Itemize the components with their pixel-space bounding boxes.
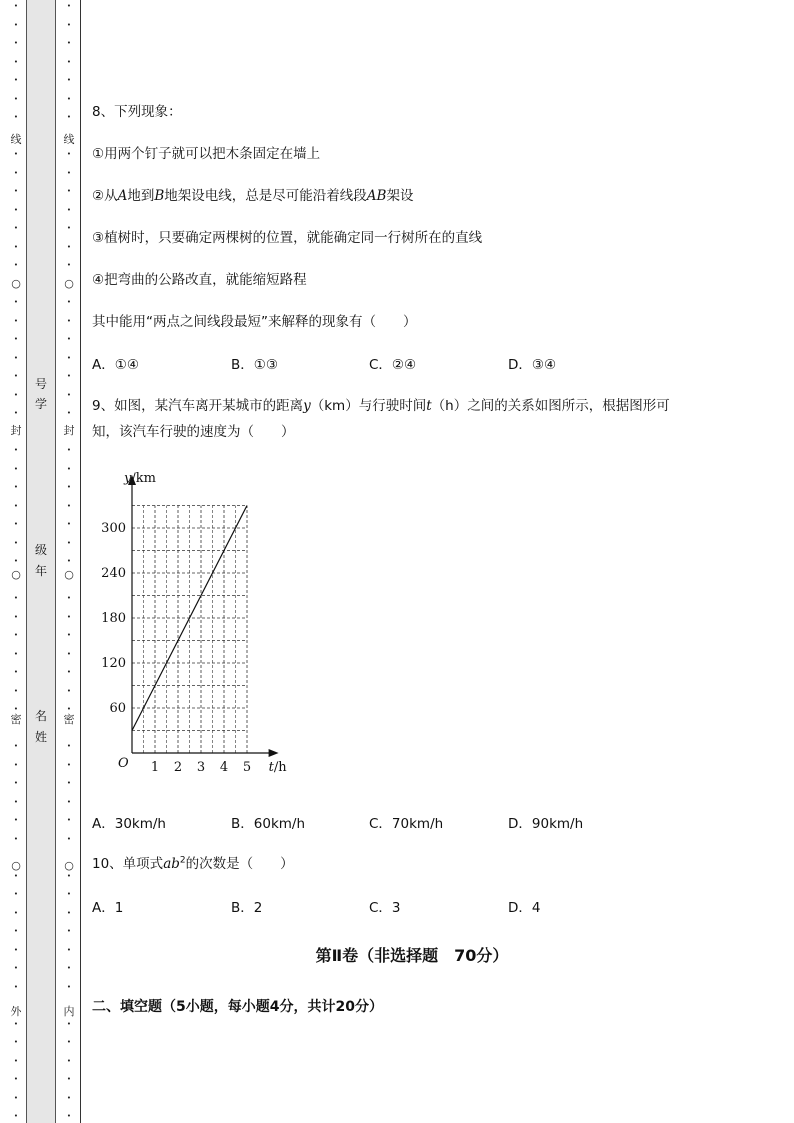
- student-info-band: [26, 0, 56, 1123]
- y-tick-label: 180: [101, 611, 126, 626]
- q9-stem: [92, 394, 670, 414]
- left-margin-dot: •: [13, 1075, 19, 1083]
- left-margin-dot: •: [13, 871, 19, 880]
- left-margin-dot: •: [13, 57, 19, 66]
- right-margin-dot: •: [66, 668, 72, 676]
- q10-exp: 2: [179, 855, 186, 866]
- right-margin-dot: •: [66, 760, 72, 769]
- right-margin-dot: •: [66, 261, 72, 269]
- q8-item2-pre: ②从: [92, 188, 118, 204]
- right-margin-dot: •: [66, 390, 72, 399]
- right-margin-dot: •: [66, 1093, 72, 1102]
- right-margin-dot: •: [66, 1019, 72, 1028]
- left-margin-dot: •: [13, 594, 19, 602]
- right-margin-dot: •: [66, 871, 72, 880]
- x-tick-label: 2: [173, 760, 183, 775]
- left-margin-dot: •: [13, 927, 19, 935]
- left-margin-dot: •: [13, 316, 19, 325]
- q9-option-d: D．90km/h: [508, 816, 584, 832]
- left-margin-dot: •: [13, 20, 19, 29]
- q8-item4: ④把弯曲的公路改直，就能缩短路程: [92, 272, 307, 288]
- left-margin-dot: •: [13, 668, 19, 676]
- right-margin-dot: •: [66, 353, 72, 362]
- right-margin-dot: •: [66, 335, 72, 343]
- x-axis-arrow: [269, 749, 279, 757]
- left-margin-dot: •: [13, 353, 19, 362]
- left-margin-dot: •: [13, 612, 19, 621]
- left-margin-dot: •: [13, 1038, 19, 1046]
- right-margin-mark: 封: [63, 424, 75, 437]
- right-margin-dot: •: [66, 520, 72, 528]
- left-margin-dot: •: [13, 94, 19, 103]
- q9-stem-line2: 知，该汽车行驶的速度为（ ）: [92, 424, 295, 440]
- right-margin-dot: •: [66, 57, 72, 66]
- left-margin-dot: •: [13, 1019, 19, 1028]
- right-margin-mark: ○: [64, 859, 74, 872]
- left-margin-dot: •: [13, 298, 19, 306]
- right-margin-mark: 内: [63, 1005, 75, 1018]
- left-margin-dot: •: [13, 908, 19, 917]
- right-margin-dot: •: [66, 557, 72, 565]
- band-label-ji: 级: [34, 543, 47, 557]
- left-margin-dot: •: [13, 945, 19, 954]
- q10-option-a: A．1: [92, 900, 124, 916]
- q8-item2-mid: 地到: [127, 188, 155, 204]
- right-margin-dot: •: [66, 927, 72, 935]
- left-margin-dot: •: [13, 187, 19, 195]
- q8-item3: ③植树时，只要确定两棵树的位置，就能确定同一行树所在的直线: [92, 230, 483, 246]
- right-margin-dot: •: [66, 242, 72, 251]
- left-margin-dot: •: [13, 520, 19, 528]
- q8-question: 其中能用“两点之间线段最短”来解释的现象有（ ）: [92, 314, 417, 330]
- right-margin-dot: •: [66, 316, 72, 325]
- left-margin-dot: •: [13, 760, 19, 769]
- q8-item1: ①用两个钉子就可以把木条固定在墙上: [92, 146, 321, 162]
- y-tick-label: 300: [101, 521, 126, 536]
- left-margin-dot: •: [13, 797, 19, 806]
- left-margin-dot: •: [13, 224, 19, 232]
- x-tick-label: 3: [196, 760, 206, 775]
- x-axis-label: t/h: [268, 760, 287, 775]
- right-margin-dot: •: [66, 2, 72, 10]
- part2-title: 第Ⅱ卷（非选择题 70分）: [315, 946, 509, 965]
- left-margin-dot: •: [13, 483, 19, 491]
- left-margin-dot: •: [13, 1056, 19, 1065]
- left-margin-dot: •: [13, 705, 19, 713]
- left-margin-dot: •: [13, 205, 19, 214]
- right-margin-dot: •: [66, 205, 72, 214]
- right-margin-dot: •: [66, 649, 72, 658]
- right-margin-dot: •: [66, 612, 72, 621]
- right-margin-mark: 密: [63, 713, 75, 726]
- right-margin-dot: •: [66, 797, 72, 806]
- q9-option-c: C．70km/h: [369, 816, 444, 832]
- right-margin-dot: •: [66, 964, 72, 972]
- left-margin-dot: •: [13, 1093, 19, 1102]
- right-margin-dot: •: [66, 594, 72, 602]
- left-margin-mark: 密: [10, 713, 22, 726]
- right-margin-mark: ○: [64, 568, 74, 581]
- right-margin-dot: •: [66, 39, 72, 47]
- q9-var-y: y: [303, 398, 311, 414]
- right-margin-dot: •: [66, 1056, 72, 1065]
- q10-stem-post: 的次数是（ ）: [185, 856, 294, 872]
- q9-stem-pre: 9、如图，某汽车离开某城市的距离: [92, 398, 304, 414]
- q9-option-b: B．60km/h: [231, 816, 306, 832]
- left-margin-mark: ○: [11, 568, 21, 581]
- right-margin-dot: •: [66, 501, 72, 510]
- left-margin-dot: •: [13, 150, 19, 158]
- left-margin-dot: •: [13, 834, 19, 843]
- origin-label: O: [118, 756, 129, 771]
- q9-chart: [100, 465, 300, 785]
- right-margin-dot: •: [66, 890, 72, 898]
- q8-option-b: B．①③: [231, 357, 278, 373]
- q10-stem: [92, 852, 294, 872]
- left-margin-mark: ○: [11, 277, 21, 290]
- left-margin-dot: •: [13, 113, 19, 121]
- right-margin-dot: •: [66, 464, 72, 473]
- left-margin-dot: •: [13, 557, 19, 565]
- left-margin-dot: •: [13, 1112, 19, 1120]
- y-tick-label: 120: [101, 656, 126, 671]
- right-margin-dot: •: [66, 20, 72, 29]
- left-margin-dot: •: [13, 372, 19, 380]
- y-tick-label: 60: [109, 701, 126, 716]
- left-margin-dot: •: [13, 390, 19, 399]
- right-margin-dot: •: [66, 631, 72, 639]
- section-fill-blank: 二、填空题（5小题，每小题4分，共计20分）: [92, 999, 383, 1015]
- q8-item2: [92, 184, 413, 204]
- q10-stem-pre: 10、单项式: [92, 856, 164, 872]
- x-tick-label: 1: [150, 760, 160, 775]
- left-margin-dot: •: [13, 464, 19, 473]
- right-margin-dot: •: [66, 168, 72, 177]
- band-label-ming: 名: [34, 709, 47, 723]
- left-margin-dot: •: [13, 2, 19, 10]
- q8-item2-post: 架设: [386, 188, 414, 204]
- left-margin-dot: •: [13, 446, 19, 454]
- left-margin-dot: •: [13, 501, 19, 510]
- q9-var-t: t: [426, 398, 432, 414]
- q10-expr: ab: [163, 856, 180, 872]
- band-label-xing: 姓: [34, 730, 47, 744]
- q8-option-a: A．①④: [92, 357, 139, 373]
- y-axis-label: y/km: [124, 471, 156, 486]
- chart-labels: [101, 471, 287, 775]
- right-margin-dot: •: [66, 908, 72, 917]
- left-margin-mark: 线: [10, 133, 22, 146]
- left-margin-dot: •: [13, 538, 19, 547]
- right-margin-dot: •: [66, 816, 72, 824]
- right-margin-dot: •: [66, 1038, 72, 1046]
- q9-stem-post: （h）之间的关系如图所示，根据图形可: [431, 398, 670, 414]
- left-margin-dot: •: [13, 39, 19, 47]
- band-label-xue: 学: [34, 397, 47, 411]
- left-margin-dot: •: [13, 742, 19, 750]
- left-margin-dot: •: [13, 964, 19, 972]
- q8-option-c: C．②④: [369, 357, 417, 373]
- right-margin-mark: ○: [64, 277, 74, 290]
- right-margin-dot: •: [66, 538, 72, 547]
- right-margin-dot: •: [66, 742, 72, 750]
- q10-option-d: D．4: [508, 900, 541, 916]
- q8-item2-mid2: 地架设电线，总是尽可能沿着线段: [164, 188, 367, 204]
- left-margin-dot: •: [13, 76, 19, 84]
- band-label-nian: 年: [34, 564, 47, 578]
- right-margin-dot: •: [66, 945, 72, 954]
- x-tick-label: 5: [242, 760, 252, 775]
- left-margin-dot: •: [13, 816, 19, 824]
- right-margin-dot: •: [66, 94, 72, 103]
- right-margin-dot: •: [66, 224, 72, 232]
- right-margin-dot: •: [66, 446, 72, 454]
- q8-item2-ab: AB: [366, 188, 387, 204]
- left-margin-dot: •: [13, 890, 19, 898]
- q8-stem: 8、下列现象：: [92, 104, 182, 120]
- left-margin-dot: •: [13, 649, 19, 658]
- right-margin-mark: 线: [63, 133, 75, 146]
- left-margin-dot: •: [13, 242, 19, 251]
- left-margin-dot: •: [13, 335, 19, 343]
- x-tick-label: 4: [219, 760, 229, 775]
- margin-rule: [80, 0, 81, 1123]
- left-margin-mark: 封: [10, 424, 22, 437]
- right-margin-dot: •: [66, 1112, 72, 1120]
- right-margin-dot: •: [66, 187, 72, 195]
- q8-item2-b: B: [154, 188, 165, 204]
- binding-margin: [0, 0, 82, 1123]
- left-margin-dot: •: [13, 261, 19, 269]
- y-tick-label: 240: [101, 566, 126, 581]
- q10-option-c: C．3: [369, 900, 401, 916]
- right-margin-dot: •: [66, 686, 72, 695]
- right-margin-dot: •: [66, 982, 72, 991]
- left-margin-dot: •: [13, 982, 19, 991]
- right-margin-dot: •: [66, 76, 72, 84]
- left-margin-mark: ○: [11, 859, 21, 872]
- band-label-hao: 号: [34, 377, 47, 391]
- left-margin-mark: 外: [10, 1005, 22, 1018]
- right-margin-dot: •: [66, 1075, 72, 1083]
- right-margin-dot: •: [66, 372, 72, 380]
- q8-option-d: D．③④: [508, 357, 557, 373]
- left-margin-dot: •: [13, 779, 19, 787]
- left-margin-dot: •: [13, 631, 19, 639]
- right-margin-dot: •: [66, 150, 72, 158]
- q8-item2-a: A: [117, 188, 128, 204]
- q9-option-a: A．30km/h: [92, 816, 166, 832]
- q9-stem-mid: （km）与行驶时间: [310, 398, 427, 414]
- left-margin-dot: •: [13, 409, 19, 417]
- right-margin-dot: •: [66, 483, 72, 491]
- right-margin-dot: •: [66, 409, 72, 417]
- right-margin-dot: •: [66, 834, 72, 843]
- right-dotted-line: [63, 0, 75, 1123]
- left-dotted-line: [10, 0, 22, 1123]
- chart-axes: [128, 475, 279, 757]
- right-margin-dot: •: [66, 298, 72, 306]
- chart-grid: [132, 506, 247, 754]
- right-margin-dot: •: [66, 779, 72, 787]
- left-margin-dot: •: [13, 168, 19, 177]
- left-margin-dot: •: [13, 686, 19, 695]
- right-margin-dot: •: [66, 705, 72, 713]
- q10-option-b: B．2: [231, 900, 263, 916]
- right-margin-dot: •: [66, 113, 72, 121]
